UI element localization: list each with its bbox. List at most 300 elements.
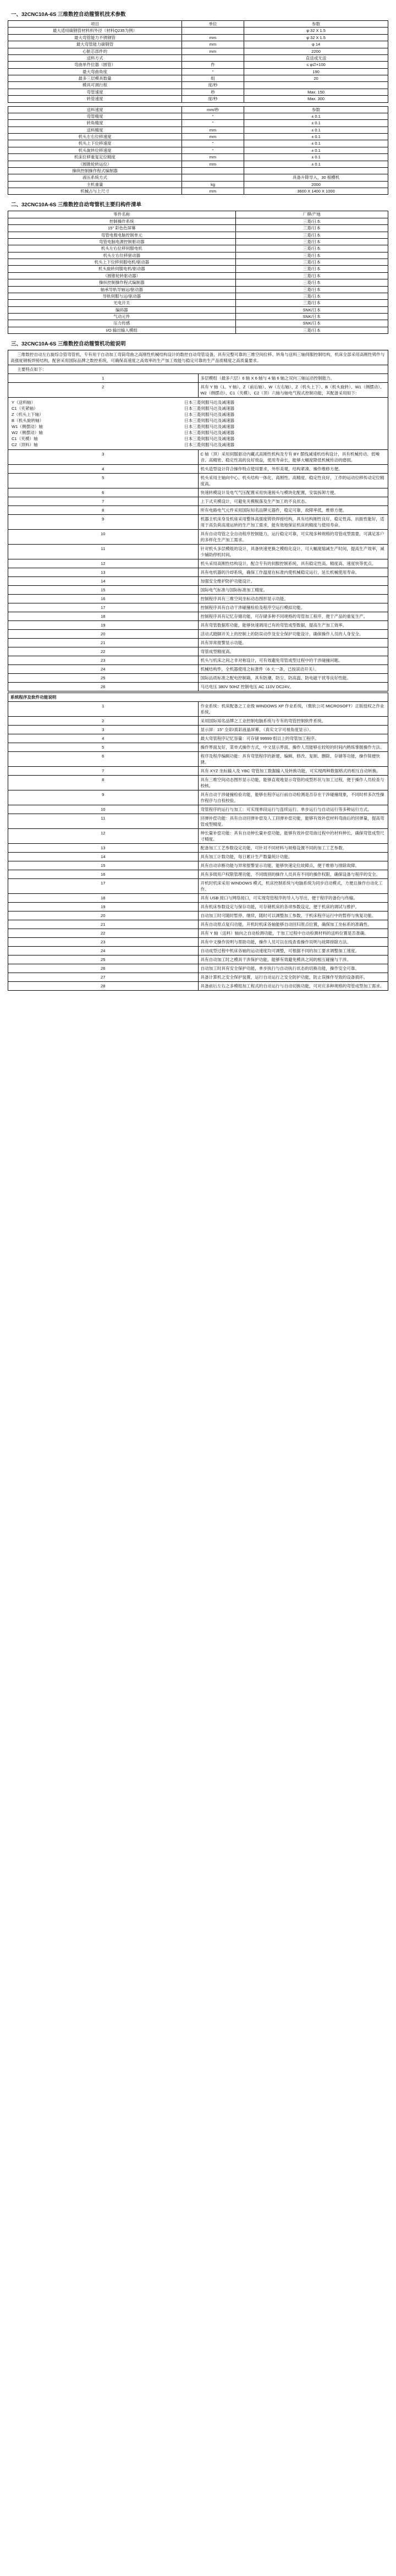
axis-list-item <box>10 411 386 418</box>
table-cell: 编码器 <box>8 306 236 313</box>
table-cell: 转角精度 <box>8 120 182 127</box>
list-item <box>8 577 388 586</box>
table-cell: 三菱/日本 <box>235 252 388 259</box>
list-item-number: 15 <box>8 586 199 595</box>
table-cell: SNK/日本 <box>235 320 388 327</box>
list-item-number: 27 <box>8 973 199 982</box>
table-row <box>8 252 388 259</box>
table-row <box>8 68 388 75</box>
table-cell: 最大弯曲角度 <box>8 68 182 75</box>
table-cell: ± 0.1 <box>244 113 388 119</box>
list-item <box>8 595 388 603</box>
list-item <box>8 639 388 647</box>
list-item-text: 具有加工计数功能，每日累计生产数量统计功能。 <box>198 853 388 861</box>
axis-name: W2（侧摆动）轴 <box>12 430 43 436</box>
table-cell: 最多三层模具数量 <box>8 75 182 82</box>
table-cell: mm <box>182 34 244 41</box>
table-row <box>8 327 388 333</box>
list-item-text: 弯管程序的运行与加工：可实现单段运行与连续运行、单步运行与自动运行等多种运行方式。 <box>198 805 388 814</box>
table-cell: 最大弯管能力不锈钢管 <box>8 34 182 41</box>
list-item-text: 加强安全维护防护功能设计。 <box>198 577 388 586</box>
axis-name: C2（顶料）轴 <box>12 442 38 448</box>
table-row <box>8 28 388 34</box>
table-row <box>8 89 388 95</box>
axis-component: 日本三菱伺服马达及减速器 <box>184 400 235 405</box>
table-cell <box>182 167 244 174</box>
list-item <box>8 790 388 805</box>
list-item-number: 24 <box>8 665 199 674</box>
axis-component: 日本三菱伺服马达及减速器 <box>184 418 235 424</box>
list-item-number: 8 <box>8 506 199 515</box>
list-item-text: 国际品质标准之配电控制箱，具有防潮、防尘、防高温、防电磁干扰等良好性能。 <box>198 674 388 683</box>
axis-list-item <box>10 424 386 430</box>
table-cell: 液压系统方式 <box>8 174 182 181</box>
table-cell: ± 0.1 <box>244 134 388 140</box>
list-item-number: 17 <box>8 603 199 612</box>
list-item-text: 快速转模设计及电气气压配置采用快速接头与模块化配置，安装拆卸方便。 <box>198 488 388 497</box>
list-item <box>8 814 388 829</box>
spec-table-2-wrap <box>8 106 388 195</box>
list-item-text: 具有 Y 轴（1、Y 轴）、Z（前后轴）、W（左右轴）、Z（机头上下）、B（机头旋转）、W1（侧摆动）、W2（侧摆动）、C1（夹模）、C2（顶）六轴与轴电气程式控制功能，其配备采用如下： <box>198 383 388 398</box>
table-cell: mm <box>182 188 244 195</box>
list-item <box>8 920 388 929</box>
table-cell: 操纵控制操作程式编制器 <box>8 279 236 286</box>
table-cell: 2200 <box>244 48 388 54</box>
table-cell: 具备升降导入，30 根横机 <box>244 174 388 181</box>
list-item-text: 具有多级用户权限管理功能，不同级别的操作人员具有不同的操作权限，确保设备与程序的安全。 <box>198 870 388 879</box>
axis-name: C1（夹模）轴 <box>12 436 38 442</box>
table-row <box>8 62 388 68</box>
list-item-number: 10 <box>8 530 199 545</box>
table-cell: 轴承导轨导轴运/驱动器 <box>8 286 236 293</box>
table-cell: 三菱/日本 <box>235 266 388 272</box>
axis-component: 日本三菱伺服马达及减速器 <box>184 406 235 411</box>
table-cell: ± 0.1 <box>244 120 388 127</box>
column-header: 参数 <box>244 106 388 113</box>
table-row <box>8 306 388 313</box>
table-cell: 三菱/日本 <box>235 232 388 238</box>
list-item-number: 19 <box>8 903 199 911</box>
list-item <box>8 656 388 665</box>
list-item <box>8 938 388 947</box>
table-cell: kg <box>182 181 244 188</box>
table-cell: 三菱/日本 <box>235 245 388 252</box>
list-item <box>8 955 388 964</box>
axis-name: W1（侧摆动）轴 <box>12 424 43 430</box>
axis-list-item <box>10 405 386 411</box>
list-item <box>8 743 388 752</box>
table-row <box>8 320 388 327</box>
list-item-text: 活动式踏脚开关上的控制上的防误动作及安全保护功能设计，确保操作人员的人身安全。 <box>198 630 388 639</box>
list-item-text: 采用国际知名品牌之工业控制电脑系统与专有的弯管控制软件系统。 <box>198 717 388 726</box>
table-cell: ± 0.1 <box>244 154 388 161</box>
table-cell: SNK/日本 <box>235 314 388 320</box>
column-header: mm/秒 <box>182 106 244 113</box>
list-item-number: 12 <box>8 829 199 844</box>
table-row <box>8 75 388 82</box>
list-item-number: 26 <box>8 683 199 691</box>
intro-paragraph: 主要特点如下： <box>8 365 388 374</box>
list-item <box>8 903 388 911</box>
list-item-text: 具有自动原点复归功能，开机时机床各轴能够自动回归原点位置，确保加工坐标系的准确性。 <box>198 920 388 929</box>
table-cell: 机械占与上尺寸 <box>8 188 182 195</box>
list-item <box>8 497 388 506</box>
axis-component: 日本三菱伺服马达及减速器 <box>184 442 235 448</box>
table-cell: 操纵控制操作程式编制器 <box>8 167 182 174</box>
axis-name: Y（送料轴） <box>12 400 36 405</box>
list-item <box>8 450 388 465</box>
table-row <box>8 120 388 127</box>
list-item-number: 3 <box>8 450 199 465</box>
list-item-text: 控制程序具有三维空间坐标动态图形显示功能。 <box>198 595 388 603</box>
table-cell <box>182 54 244 61</box>
table-cell: ≤ φ∅×100 <box>244 62 388 68</box>
list-item-number: 22 <box>8 929 199 938</box>
table-cell: 机头上下位移速度 <box>8 140 182 147</box>
axis-list-item <box>10 418 386 424</box>
table-row <box>8 232 388 238</box>
table-cell: ° <box>182 140 244 147</box>
list-item-text: 马达电压 380V 50HZ 控制电压 AC 110V DC24V。 <box>198 683 388 691</box>
table-cell: ° <box>182 147 244 153</box>
table-row <box>8 54 388 61</box>
list-item-text: 具有三维空间动态图形显示功能，能够直观地显示弯管的成型形状与加工过程，便于操作人员检查与校核。 <box>198 776 388 790</box>
table-cell: （圆锥轮转运位） <box>8 161 182 167</box>
list-item-number: 4 <box>8 465 199 474</box>
axis-list-item <box>10 399 386 405</box>
list-item-number: 7 <box>8 767 199 776</box>
table-cell: 三菱/日本 <box>235 259 388 266</box>
table-cell: （圆锥轮转驱动器） <box>8 272 236 279</box>
table-row <box>8 238 388 245</box>
table-cell: ± 0.1 <box>244 127 388 133</box>
table-cell: ° <box>182 68 244 75</box>
list-item-number: 21 <box>8 920 199 929</box>
table-cell <box>182 174 244 181</box>
table-cell: 气动元件 <box>8 314 236 320</box>
list-item <box>8 515 388 530</box>
list-item-text: 具有异常报警显示功能。 <box>198 639 388 647</box>
list-item-text: 多层模组（最多六层）6 轴 X 6 轴与 4 轴 6 轴之双向三轴运动控制能力。 <box>198 374 388 383</box>
list-item <box>8 805 388 814</box>
list-item-text: 具备前后左右之多模组加工程式的自动运行与自动切换功能，可对应多种规格的弯管成型加工需求。 <box>198 982 388 991</box>
list-item-text: 机器主机床身及机座采用整体高强度铸铁焊接结构，具有结构刚性良好、稳定性高、抗振性能好，适用于高负荷高速运转的生产加工需求，能有效地保证机床的精度与使用寿命。 <box>198 515 388 530</box>
list-item-number: 7 <box>8 497 199 506</box>
list-item <box>8 683 388 691</box>
list-item-number: 23 <box>8 656 199 665</box>
list-item <box>8 752 388 767</box>
table-cell: 心脏芯部件的 <box>8 48 182 54</box>
list-item-text: 配备加工工艺参数设定功能，可针对不同材料与规格设置不同的加工工艺参数。 <box>198 844 388 853</box>
axis-name: C1（夹紧轴） <box>12 406 38 411</box>
table-cell: 光电开关 <box>8 300 236 306</box>
list-item-number: 19 <box>8 621 199 630</box>
table-cell: Max. 300 <box>244 96 388 102</box>
list-item <box>8 973 388 982</box>
table-cell: 主机重量 <box>8 181 182 188</box>
table-cell: 最大弯管能力碳钢管 <box>8 41 182 48</box>
list-item-text: 具有中文操作说明与帮助功能，操作人员可以在线查看操作说明与故障排除方法。 <box>198 938 388 947</box>
table-cell: ° <box>182 120 244 127</box>
table-cell: 15" 彩色色屏幕 <box>8 225 236 232</box>
table-cell: mm <box>182 161 244 167</box>
spec-table-1 <box>8 20 388 103</box>
list-item-text: 操作界面友好，菜单式操作方式，中文显示界面，操作人员能够在较短的时间内熟练掌握操作方法。 <box>198 743 388 752</box>
table-cell: 件 <box>182 62 244 68</box>
table-cell: 三菱/日本 <box>235 218 388 224</box>
list-item <box>8 717 388 726</box>
list-item <box>8 545 388 559</box>
list-item-number: 13 <box>8 844 199 853</box>
spec-table-2 <box>8 106 388 195</box>
document-page <box>0 0 396 1002</box>
table-cell <box>244 82 388 89</box>
list-item-number: 21 <box>8 639 199 647</box>
list-item-text: 具有 USB 接口与网络接口，可实现弯管程序的导入与导出，便于程序的备份与传输。 <box>198 894 388 903</box>
list-item-number: 24 <box>8 947 199 955</box>
axis-name: Z（机头上下轴） <box>12 412 43 418</box>
table-row <box>8 314 388 320</box>
list-item-number: 2 <box>8 383 199 398</box>
list-item-text: 具有弯管数据库功能，能够快速调用已有的弯管成型数据，提高生产加工效率。 <box>198 621 388 630</box>
axis-component: 日本三菱伺服马达及减速器 <box>184 436 235 442</box>
table-cell: 2000 <box>244 181 388 188</box>
list-item-number: 25 <box>8 955 199 964</box>
list-item-number: 1 <box>8 702 199 717</box>
list-item-number: 16 <box>8 595 199 603</box>
table-row <box>8 279 388 286</box>
table-cell: 20 <box>244 75 388 82</box>
list-item <box>8 853 388 861</box>
table-cell: 送料方式 <box>8 54 182 61</box>
column-header: 送料速度 <box>8 106 182 113</box>
table-row <box>8 188 388 195</box>
list-item-text: 开机时机床采用 WINDOWS 模式，机床控制系统与电脑系统为同步启动模式，方便且操作自动化工作。 <box>198 879 388 894</box>
table-cell: mm <box>182 134 244 140</box>
table-cell: 机头左右位移驱动器 <box>8 252 236 259</box>
list-item <box>8 488 388 497</box>
table-row <box>8 167 388 174</box>
table-cell: 3600 X 1400 X 1000 <box>244 188 388 195</box>
table-cell: 转管速度 <box>8 96 182 102</box>
table-row <box>8 286 388 293</box>
list-item-text: 针对机头多层模组的设计，具备快速更换之模组化设计，可大幅度缩减生产时间，提高生产效率，减少辅助停机时间。 <box>198 545 388 559</box>
list-item-text: 显示屏：15" 全彩/真彩液晶屏幕，（真实文字可视角度显示）。 <box>198 726 388 734</box>
list-item <box>8 844 388 853</box>
parts-table-wrap <box>8 211 388 334</box>
table-row <box>8 41 388 48</box>
table-cell: φ 32 X 1.5 <box>244 34 388 41</box>
list-item-text: C 轴（顶）采用伺服驱动内藏式高刚性机构及专有 BY 摆线减速机结构设计，具有机械传动、低噪音、高精密、稳定性高的良好效益，使用寿命长，能够大幅度降低机械传动的磨损。 <box>198 450 388 465</box>
table-cell: 三菱/日本 <box>235 238 388 245</box>
list-item-number: 3 <box>8 726 199 734</box>
list-item-number: 4 <box>8 734 199 743</box>
column-header: 零件名称 <box>8 211 236 218</box>
list-item-text: 具有自动干涉碰撞检验功能，能够在程序运行前自动检测是否存在干涉碰撞现象，不同时样多次性操作程序与自检校验。 <box>198 790 388 805</box>
table-row <box>8 82 388 89</box>
table-row <box>8 154 388 161</box>
list-item <box>8 603 388 612</box>
axis-name: B（机头旋转轴） <box>12 418 44 424</box>
spec-table-1-wrap <box>8 20 388 103</box>
table-row <box>8 266 388 272</box>
list-item-text: 作业系统：机床配备之工业级 WINDOWS XP 作业系统，（微软公司 MICROSOFT）正版授权之作业系统。 <box>198 702 388 717</box>
table-row <box>8 127 388 133</box>
table-cell <box>244 167 388 174</box>
table-row <box>8 34 388 41</box>
table-row <box>8 48 388 54</box>
table-cell: 三菱/日本 <box>235 225 388 232</box>
table-cell: 直送或无送 <box>244 54 388 61</box>
list-item-text: 具有自动诊断功能与异常报警显示功能，能够快速定位故障点，便于维修与排除故障。 <box>198 861 388 870</box>
list-item-number: 11 <box>8 545 199 559</box>
table-cell: 三菱/日本 <box>235 272 388 279</box>
table-row <box>8 300 388 306</box>
table-cell: 弯管速度 <box>8 89 182 95</box>
column-header: 厂牌/产地 <box>235 211 388 218</box>
list-item-number: 9 <box>8 790 199 805</box>
list-item-text: 伸长量补偿功能：具有自动伸长量补偿功能，能够有效补偿弯曲过程中的材料伸长，确保弯管成型尺寸精度。 <box>198 829 388 844</box>
list-item-number: 13 <box>8 568 199 577</box>
table-cell: 机头旋转位移速度 <box>8 147 182 153</box>
list-item <box>8 383 388 398</box>
software-table <box>8 693 388 991</box>
list-item-number: 18 <box>8 894 199 903</box>
list-item-number: 11 <box>8 814 199 829</box>
axis-list-row <box>8 398 388 450</box>
table-cell: 秒 <box>182 89 244 95</box>
axis-list-item <box>10 436 386 442</box>
column-header: 单位 <box>182 21 244 28</box>
axis-component: 日本三菱伺服马达及减速器 <box>184 412 235 418</box>
section-4-title-row <box>8 693 388 702</box>
list-item <box>8 474 388 488</box>
list-item-number: 20 <box>8 630 199 639</box>
list-item-text: 国际电气标准与国际标准加工精度。 <box>198 586 388 595</box>
table-cell: 弯管精度 <box>8 113 182 119</box>
table-cell <box>182 28 244 34</box>
list-item-number: 10 <box>8 805 199 814</box>
table-cell: 机头左右位移伺服电机 <box>8 245 236 252</box>
list-item-text: 自动成型过程中机床各轴的运动速度均可调整，可根据不同的加工要求调整加工速度。 <box>198 947 388 955</box>
table-row <box>8 174 388 181</box>
list-item-number: 25 <box>8 674 199 683</box>
list-item <box>8 726 388 734</box>
list-item <box>8 674 388 683</box>
list-item-number: 14 <box>8 853 199 861</box>
list-item <box>8 465 388 474</box>
axis-component: 日本三菱伺服马达及减速器 <box>184 424 235 430</box>
table-cell: 三菱/日本 <box>235 286 388 293</box>
list-item-text: 具有 Y 轴（送料）轴向之自动检测功能，于加工过程中自动检测材料的送料位置是否准确。 <box>198 929 388 938</box>
list-item-number: 17 <box>8 879 199 894</box>
list-item-text: 所有电路电气元件采用国际知名品牌元器件，稳定可靠，故障率低，维修方便。 <box>198 506 388 515</box>
table-row <box>8 272 388 279</box>
table-cell: Max. 150 <box>244 89 388 95</box>
table-cell: 导轨伺服与运/驱动器 <box>8 293 236 299</box>
list-item-text: 具有 XYZ 坐标输入及 YBC 弯管加工数据输入及转换功能，可实现两种数据格式的相互自动转换。 <box>198 767 388 776</box>
list-item-text: 程序及程序编辑功能：具有弯管程序的新建、编辑、修改、复制、删除、存储等功能，操作简便快捷。 <box>198 752 388 767</box>
list-item-text: 机头采用高刚性结构设计，配合专有的伺服控制系统，具有稳定性高、精度高、速度快等优点。 <box>198 559 388 568</box>
list-item <box>8 586 388 595</box>
table-cell: φ 14 <box>244 41 388 48</box>
table-row <box>8 259 388 266</box>
table-row <box>8 140 388 147</box>
table-cell: 三菱/日本 <box>235 293 388 299</box>
list-item <box>8 702 388 717</box>
list-item <box>8 621 388 630</box>
list-item-text: 最大弯管程序记忆容量：可存储 99999 组以上的弯管加工程序。 <box>198 734 388 743</box>
list-item <box>8 964 388 973</box>
table-row <box>8 134 388 140</box>
section-3-title: 三、32CNC10A-6S 三维数控自动箍管机功能说明 <box>11 341 126 348</box>
table-cell: 机头上下位移伺服电机/驱动器 <box>8 259 236 266</box>
table-cell: mm <box>182 48 244 54</box>
table-cell: 190 <box>244 68 388 75</box>
table-cell: mm <box>182 154 244 161</box>
list-item <box>8 982 388 991</box>
list-item-number: 18 <box>8 612 199 621</box>
table-row <box>8 225 388 232</box>
column-header: 项目 <box>8 21 182 28</box>
table-cell: 弯管电极电脑控制单元 <box>8 232 236 238</box>
table-row <box>8 113 388 119</box>
list-item-number: 9 <box>8 515 199 530</box>
table-header-row <box>8 211 388 218</box>
table-row <box>8 161 388 167</box>
table-header-row <box>8 106 388 113</box>
paragraph-row <box>8 350 388 365</box>
list-item <box>8 870 388 879</box>
list-item <box>8 829 388 844</box>
table-cell: 三菱/日本 <box>235 300 388 306</box>
list-item <box>8 776 388 790</box>
table-cell: 模具可调行程 <box>8 82 182 89</box>
list-item-number: 6 <box>8 752 199 767</box>
list-item-text: 回弹补偿功能：具有自动回弹补偿及人工回弹补偿功能，能够有效补偿材料弯曲后的回弹量，提高弯管成型精度。 <box>198 814 388 829</box>
list-item <box>8 568 388 577</box>
axis-component: 日本三菱伺服马达及减速器 <box>184 430 235 436</box>
table-row <box>8 245 388 252</box>
paragraph-row <box>8 365 388 374</box>
list-item <box>8 911 388 920</box>
list-item <box>8 559 388 568</box>
list-item-number: 12 <box>8 559 199 568</box>
list-item-number: 22 <box>8 647 199 656</box>
table-cell: 度/秒 <box>182 82 244 89</box>
list-item-text: 控制程序具有记忆存储功能，可存储多种不同规格的弯管加工程序，便于产品的重复生产。 <box>198 612 388 621</box>
table-cell: ± 0.1 <box>244 147 388 153</box>
table-cell: 送料精度 <box>8 127 182 133</box>
list-item <box>8 506 388 515</box>
table-cell: mm <box>182 127 244 133</box>
table-cell: ± 0.1 <box>244 161 388 167</box>
axis-list-item <box>10 430 386 436</box>
table-row <box>8 147 388 153</box>
table-cell: 度/秒 <box>182 96 244 102</box>
list-item-text: 机械结构件，全机器使用之标准件（6 大一条，已按滚动开关）。 <box>198 665 388 674</box>
table-cell: 组 <box>182 75 244 82</box>
section-4-title: 系统程序及软件功能说明 <box>8 693 388 702</box>
table-cell: 三菱/日本 <box>235 279 388 286</box>
list-item <box>8 374 388 383</box>
list-item-number: 5 <box>8 474 199 488</box>
table-cell: φ 32 X 1.5 <box>244 28 388 34</box>
list-item <box>8 767 388 776</box>
table-cell: 机头旋转伺服电机/驱动器 <box>8 266 236 272</box>
table-cell: mm <box>182 41 244 48</box>
list-item <box>8 894 388 903</box>
